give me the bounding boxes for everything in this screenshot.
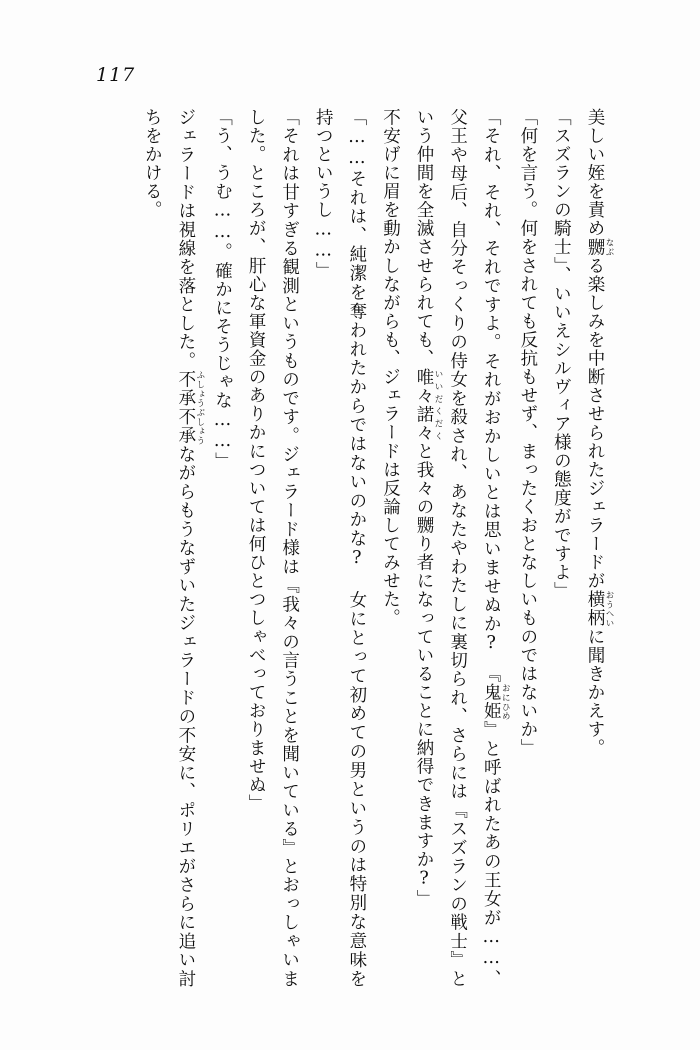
paragraph: 「それ、それ、それですよ。それがおかしいとは思いませぬか? 『鬼姫 おにひめ』と呼ばれたあの王女が……、父王や母后、自分そっくりの侍女を殺され、あなたやわたしに裏切られ、さらには『スズランの戦士』という仲間を全滅させられても、唯々諾々 いいだくだくと我々の嬲り者になっていることに納得できますか?」	[414, 108, 511, 988]
page-number: 117	[96, 64, 136, 86]
paragraph: 不安げに眉を動かしながらも、ジェラードは反論してみせた。	[380, 108, 401, 628]
paragraph: 「う、うむ……。確かにそうじゃな……」	[212, 108, 233, 471]
body-text	[94, 108, 614, 988]
ruby-annotation: 嬲 なぶ	[585, 237, 614, 257]
paragraph: 「何を言う。何をされても反抗もせず、まったくおとなしいものではないか」	[517, 108, 538, 758]
paragraph: 「……それは、純潔を奪われたからではないのかな? 女にとって初めての男というのは特別な意味を持つというし……」	[313, 108, 367, 988]
paragraph: 美しい姪を責め嬲 なぶる楽しみを中断させられたジェラードが横柄 おうへいに聞きかえす。	[585, 108, 614, 758]
ruby-annotation: 横柄 おうへい	[585, 590, 614, 628]
ruby-annotation: 鬼姫 おにひめ	[481, 683, 511, 721]
ruby-annotation: 唯々諾々 いいだくだく	[414, 367, 444, 442]
paragraph: 「それは甘すぎる観測というものです。ジェラード様は『我々の言うことを聞いている』とおっしゃいました。ところが、肝心な軍資金のありかについては何ひとつしゃべっておりませぬ」	[246, 108, 300, 988]
ruby-annotation: 不承不承 ふしょうぶしょう	[175, 370, 205, 446]
paragraph: 「スズランの騎士」、いいえシルヴィア様の態度がですよ」	[551, 108, 572, 601]
paragraph: ジェラードは視線を落とした。不承不承 ふしょうぶしょうながらもうなずいたジェラードの不安に、ポリエがさらに追い討ちをかける。	[142, 108, 205, 989]
